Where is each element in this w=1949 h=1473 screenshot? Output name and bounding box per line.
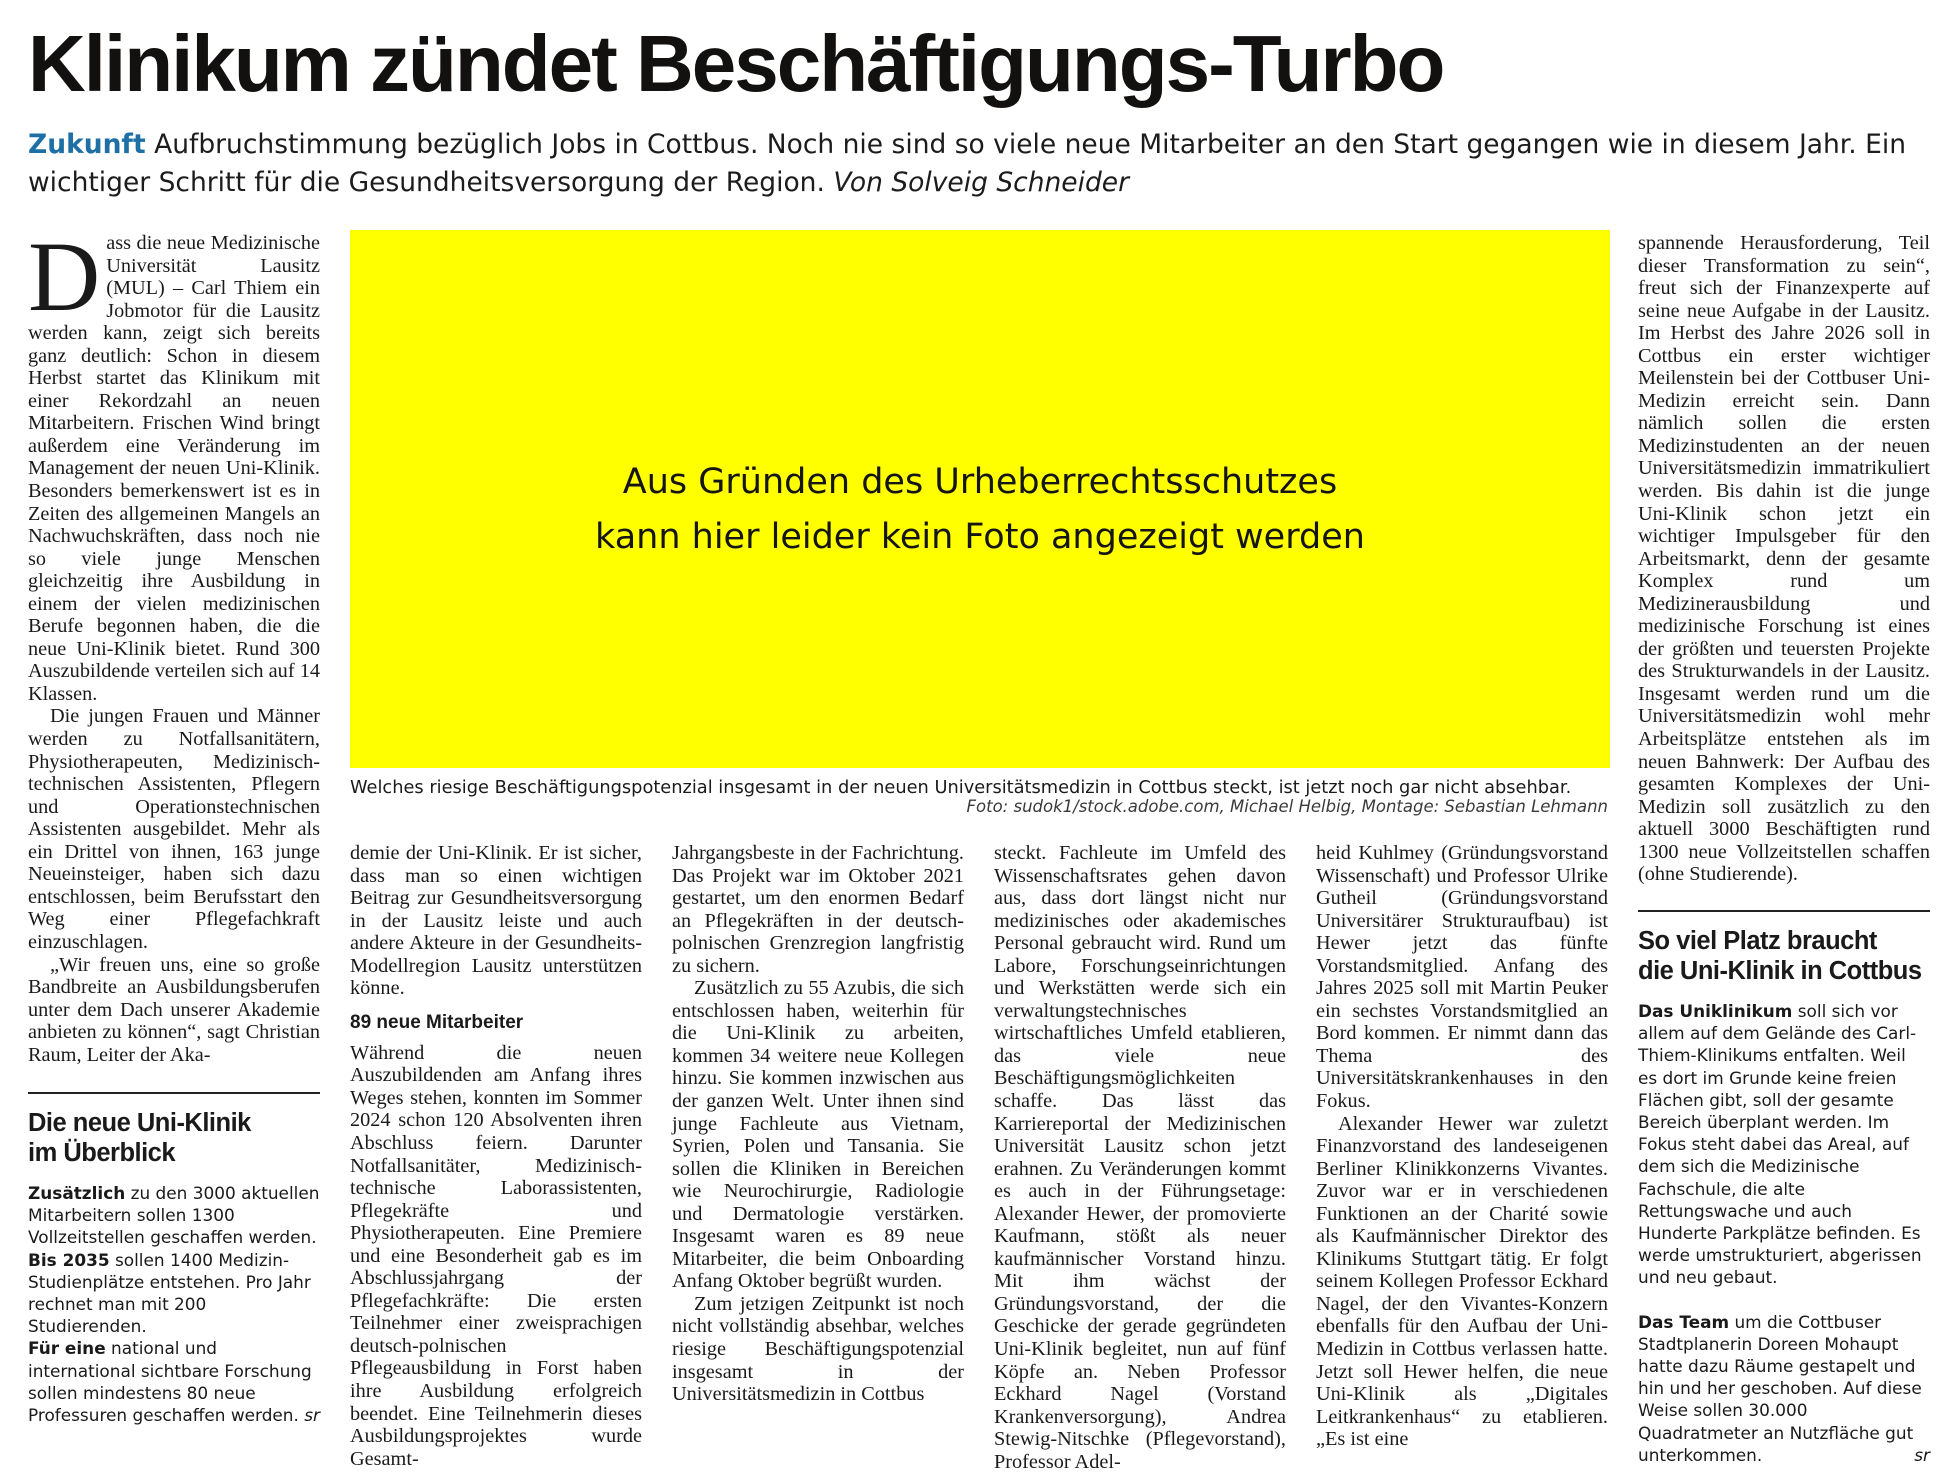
col5-paragraph-2: Alexander Hewer war zuletzt Finanzvorstand des landeseigenen Berliner Klinikkonzerns Vivantes. Zuvor war er in verschiedenen Funktionen an der Charité sowie als Kaufmännischer Direktor des Klinikums Stuttgart tätig. Er folgt seinem Kollegen Professor Eckhard Nagel, der den Vivantes-Konzern ebenfalls für den Aufbau der Uni-Medizin in Cottbus verlassen hatte. Jetzt soll Hewer helfen, die neue Uni-Klinik als „Digitales Leitkrankenhaus“ zu etablieren. „Es ist eine (1316, 1112, 1608, 1451)
drop-cap: D (28, 221, 101, 332)
col2-paragraph-1: demie der Uni-Klinik. Er ist sicher, dass man so einen wichtigen Beitrag zur Gesundheitsversorgung in der Lausitz leiste und auch andere Akteure in der Gesundheits-Modellregion Lausitz unterstützen könne. (350, 842, 642, 1000)
col1-paragraph-2: Die jungen Frauen und Männer werden zu Notfallsanitätern, Physiotherapeuten, Medizinisch-technischen Assistenten, Pflegern und Operationstechnischen Assistenten ausgebildet. Mehr als ein Drittel von ihnen, 163 junge Neueinsteiger, haben sich dazu entschlossen, beim Berufsstart den Weg einer Pflegefachkraft einzuschlagen. (28, 705, 320, 953)
photo-placeholder-line-2: kann hier leider kein Foto angezeigt werden (595, 517, 1365, 557)
col3-paragraph-1: Jahrgangsbeste in der Fachrichtung. Das Projekt war im Oktober 2021 gestartet, um den enormen Bedarf an Pflegekräften in der deutsch-polnischen Grenzregion langfristig zu sichern. (672, 842, 964, 977)
infobox-left-title-line2: im Überblick (28, 1139, 176, 1167)
infobox-right-signature: sr (1914, 1444, 1930, 1465)
byline: Von Solveig Schneider (833, 167, 1129, 198)
infobox-left-item-1 (28, 1182, 320, 1249)
infobox-left-signature: sr (304, 1405, 320, 1426)
infobox-right-item-2-lead: Das Team (1638, 1311, 1730, 1332)
col3-paragraph-3: Zum jetzigen Zeitpunkt ist noch nicht vollständig absehbar, welches riesige Beschäftigungspotenzial insgesamt in der Universitätsmedizin in Cottbus (672, 1292, 964, 1406)
infobox-left-item-3 (28, 1337, 320, 1426)
article-column-1 (28, 221, 320, 1066)
article-column-2 (350, 842, 642, 1470)
article-column-4 (994, 842, 1286, 1473)
col1-paragraph-3: „Wir freuen uns, eine so große Bandbreite an Ausbildungsberufen unter dem Dach unserer Akademie anbieten zu können“, sagt Christian Raum, Leiter der Aka- (28, 953, 320, 1066)
deck-kicker: Zukunft (28, 129, 146, 160)
headline: Klinikum zündet Beschäftigungs-Turbo (28, 19, 1444, 108)
col5-paragraph-1: heid Kuhlmey (Gründungsvorstand Wissenschaft) und Professor Ulrike Gutheil (Gründungsvorstand Universitärer Strukturaufbau) ist Hewer jetzt das fünfte Vorstandsmitglied. Anfang des Jahres 2025 soll mit Martin Peuker ein sechstes Vorstandsmitglied an Bord kommen. Er nimmt dann das Thema des Universitätskrankenhauses in den Fokus. (1316, 842, 1608, 1113)
infobox-left-title (28, 1108, 320, 1168)
subheading-89-neue-mitarbeiter: 89 neue Mitarbeiter (350, 1011, 524, 1033)
infobox-right-item-1-lead: Das Uniklinikum (1638, 1001, 1793, 1021)
infobox-right-title-line2: die Uni-Klinik in Cottbus (1638, 957, 1922, 985)
infobox-left-item-2-lead: Bis 2035 (28, 1249, 110, 1270)
article-column-6 (1638, 232, 1930, 886)
photo-placeholder-text (350, 455, 1610, 565)
infobox-left-item-3-lead: Für eine (28, 1338, 106, 1359)
infobox-right-title (1638, 926, 1930, 986)
col6-paragraph-1: spannende Herausforderung, Teil dieser Transformation zu sein“, freut sich der Finanzexperte auf seine neue Aufgabe in der Lausitz. Im Herbst des Jahre 2026 soll in Cottbus ein erster wichtiger Meilenstein bei der Cottbuser Uni-Medizin erreicht sein. Dann nämlich sollen die ersten Medizinstudenten an der neuen Universitätsmedizin immatrikuliert werden. Bis dahin ist die junge Uni-Klinik schon jetzt ein wichtiger Impulsgeber für den Arbeitsmarkt, denn der gesamte Komplex rund um Medizinerausbildung und medizinische Forschung ist eines der größten und teuersten Projekte des Strukturwandels in der Lausitz. Insgesamt werden rund um die Universitätsmedizin wohl mehr Arbeitsplätze entstehen als im neuen Bahnwerk: Der Aufbau des gesamten Komplexes der Uni-Medizin soll zusätzlich zu den aktuell 3000 Beschäftigten rund 1300 neue Vollzeitstellen schaffen (ohne Studierende). (1638, 232, 1930, 886)
deck (28, 126, 1928, 202)
col2-paragraph-2: Während die neuen Auszubildenden am Anfang ihres Weges stehen, konnten im Sommer 2024 schon 120 Absolventen ihren Abschluss feiern. Darunter Notfallsanitäter, Medizinisch-technische Laborassistenten, Pflegekräfte und Physiotherapeuten. Eine Premiere und eine Besonderheit gab es im Abschlussjahrgang der Pflegefachkräfte: Die ersten Teilnehmer einer zweisprachigen deutsch-polnischen Pflegeausbildung in Forst haben ihre Ausbildung erfolgreich beendet. Eine Teilnehmerin dieses Ausbildungsprojektes wurde Gesamt- (350, 1041, 642, 1470)
infobox-left-rule (28, 1092, 320, 1094)
infobox-left-item-2 (28, 1249, 320, 1338)
infobox-right-item-1-text: soll sich vor allem auf dem Gelände des Carl-Thiem-Klinikums entfalten. Weil es dort im Grunde keine freien Flächen gibt, soll der gesamte Bereich überplant werden. Im Fokus steht dabei das Areal, auf dem sich die Medizinische Fachschule, die alte Rettungswache und auch Hunderte Parkplätze befinden. Es werde umstrukturiert, abgerissen und neu gebaut. (1638, 1001, 1922, 1288)
infobox-right-item-2-text: um die Cottbuser Stadtplanerin Doreen Mohaupt hatte dazu Räume gestapelt und hin und her geschoben. Auf diese Weise sollen 30.000 Quadratmeter an Nutzfläche gut unterkommen. (1638, 1311, 1922, 1465)
article-column-5 (1316, 842, 1608, 1451)
infobox-left (28, 1108, 320, 1426)
infobox-left-title-line1: Die neue Uni-Klinik (28, 1109, 251, 1137)
col4-paragraph-1: steckt. Fachleute im Umfeld des Wissenschaftsrates gehen davon aus, dass dort längst nicht nur medizinisches oder akademisches Personal gebraucht wird. Rund um Labore, Forschungseinrichtungen und Werkstätten werde sich ein verwaltungstechnisches wirtschaftliches Umfeld etablieren, das viele neue Beschäftigungsmöglichkeiten schaffe. Das lässt das Karriereportal der Medizinischen Universität Lausitz schon jetzt erahnen. Zu Veränderungen kommt es auch in der Führungsetage: Alexander Hewer, der promovierte Kaufmann, stößt als neuer kaufmännischer Vorstand hinzu. Mit ihm wächst der Gründungsvorstand, der die Geschicke der gerade gegründeten Uni-Klinik begleitet, nun auf fünf Köpfe an. Neben Professor Eckhard Nagel (Vorstand Krankenversorgung), Andrea Stewig-Nitschke (Pflegevorstand), Professor Adel- (994, 842, 1286, 1473)
infobox-left-item-1-lead: Zusätzlich (28, 1183, 126, 1203)
article-column-3 (672, 842, 964, 1406)
infobox-left-item-3-text: national und international sichtbare Forschung sollen mindestens 80 neue Professuren geschaffen werden. (28, 1338, 312, 1426)
photo-placeholder-line-1: Aus Gründen des Urheberrechtsschutzes (622, 462, 1338, 502)
infobox-right (1638, 926, 1930, 1466)
infobox-left-item-2-text: sollen 1400 Medizin-Studienplätze entstehen. Pro Jahr rechnet man mit 200 Studierenden. (28, 1249, 311, 1337)
photo-caption: Welches riesige Beschäftigungspotenzial insgesamt in der neuen Universitätsmedizin in Cottbus steckt, ist jetzt noch gar nicht absehbar. (350, 777, 1572, 798)
deck-text: Aufbruchstimmung bezüglich Jobs in Cottbus. Noch nie sind so viele neue Mitarbeiter an den Start gegangen wie in diesem Jahr. Ein wichtiger Schritt für die Gesundheitsversorgung der Region. (28, 129, 1907, 198)
photo-credit: Foto: sudok1/stock.adobe.com, Michael Helbig, Montage: Sebastian Lehmann (966, 797, 1608, 816)
infobox-right-title-line1: So viel Platz braucht (1638, 927, 1877, 955)
infobox-right-rule (1638, 910, 1930, 912)
infobox-right-item-2 (1638, 1311, 1930, 1466)
photo-placeholder (350, 230, 1610, 768)
col1-paragraph-1: ass die neue Medizinische Universität Lausitz (MUL) – Carl Thiem ein Jobmotor für die Lausitz werden kann, zeigt sich bereits ganz deutlich: Schon in diesem Herbst startet das Klinikum mit einer Rekordzahl an neuen Mitarbeitern. Frischen Wind bringt außerdem eine Veränderung im Management der neuen Uni-Klinik. Besonders bemerkenswert ist es in Zeiten des allgemeinen Mangels an Nachwuchskräften, dass noch nie so viele junge Menschen gleichzeitig ihre Ausbildung in einem der vielen medizinischen Berufe begonnen haben, die die neue Uni-Klinik bietet. Rund 300 Auszubildende verteilen sich auf 14 Klassen. (28, 232, 320, 705)
infobox-right-item-1 (1638, 1000, 1930, 1289)
col3-paragraph-2: Zusätzlich zu 55 Azubis, die sich entschlossen haben, weiterhin für die Uni-Klinik zu arbeiten, kommen 34 weitere neue Kollegen hinzu. Sie kommen inzwischen aus der ganzen Welt. Unter ihnen sind junge Fachleute aus Vietnam, Syrien, Polen und Tansania. Sie sollen die Kliniken in Bereichen wie Neurochirurgie, Radiologie und Dermatologie verstärken. Insgesamt waren es 89 neue Mitarbeiter, die beim Onboarding Anfang Oktober begrüßt wurden. (672, 977, 964, 1293)
infobox-left-item-1-text: zu den 3000 aktuellen Mitarbeitern sollen 1300 Vollzeitstellen geschaffen werden. (28, 1183, 320, 1248)
